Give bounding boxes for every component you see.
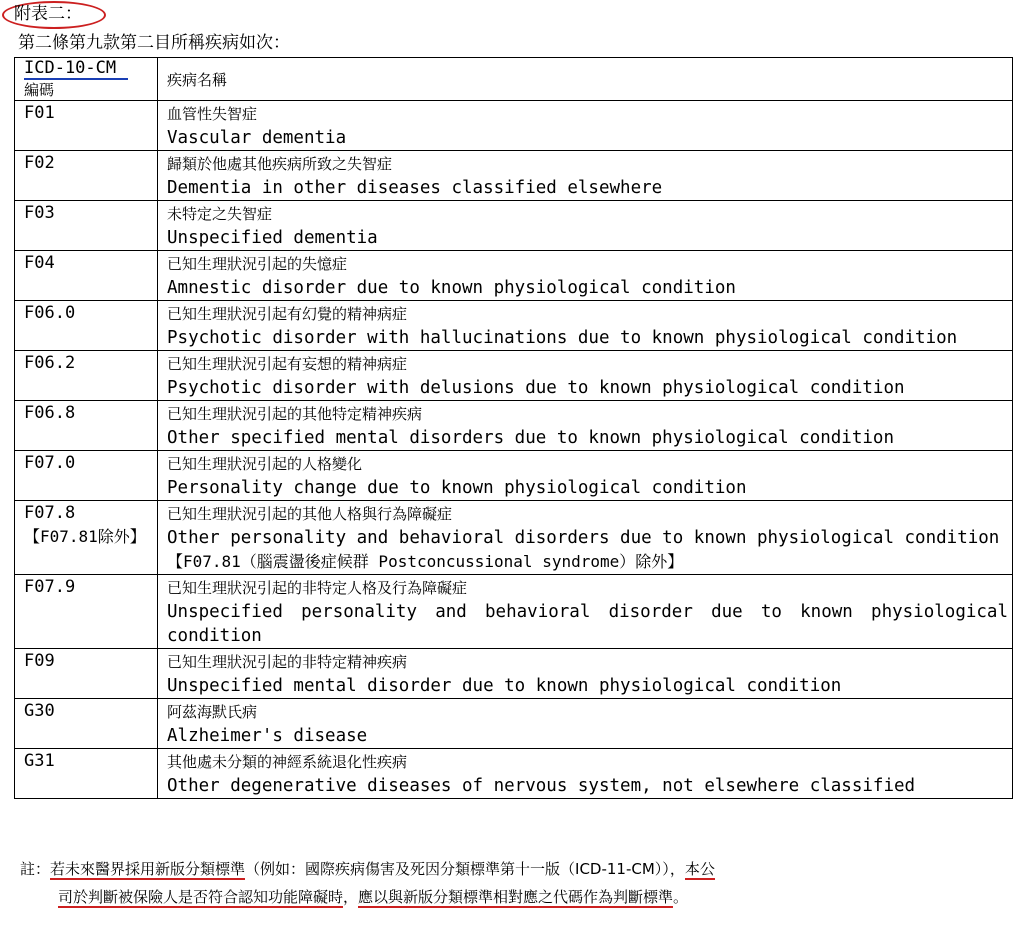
- disease-name-en: Personality change due to known physiological condition: [167, 478, 747, 498]
- disease-name-zh: 未特定之失智症: [167, 205, 273, 223]
- note-line-2: [20, 883, 1016, 911]
- disease-name-zh: 阿茲海默氏病: [167, 703, 258, 721]
- code-cell: [15, 749, 158, 799]
- header-code-cell: [15, 58, 158, 101]
- table-row: [15, 749, 1013, 799]
- table-body: [15, 101, 1013, 799]
- header-name-cell: [158, 58, 1013, 101]
- name-cell: [158, 699, 1013, 749]
- disease-name-en: Unspecified personality and behavioral disorder due to known physiological condition: [167, 602, 1008, 646]
- table-row: [15, 451, 1013, 501]
- code-cell: [15, 401, 158, 451]
- disease-name-zh: 已知生理狀況引起的其他特定精神疾病: [167, 405, 423, 423]
- header-code: ICD-10-CM: [24, 59, 128, 80]
- table-row: [15, 251, 1013, 301]
- code-cell: [15, 151, 158, 201]
- name-cell: [158, 151, 1013, 201]
- disease-name-en: Alzheimer's disease: [167, 726, 368, 746]
- table-row: [15, 101, 1013, 151]
- disease-table: [14, 57, 1013, 799]
- icd-code: F06.2: [24, 353, 76, 373]
- table-row: [15, 351, 1013, 401]
- table-row: [15, 575, 1013, 649]
- note-underlined-1: 若未來醫界採用新版分類標準: [50, 860, 246, 878]
- disease-name-zh: 已知生理狀況引起有幻覺的精神病症: [167, 305, 408, 323]
- code-cell: [15, 201, 158, 251]
- name-cell: [158, 575, 1013, 649]
- table-row: [15, 501, 1013, 575]
- intro-text: 第二條第九款第二目所稱疾病如次：: [18, 33, 290, 53]
- disease-name-zh: 已知生理狀況引起有妄想的精神病症: [167, 355, 408, 373]
- disease-name-en: Other personality and behavioral disorders due to known physiological condition: [167, 528, 1000, 548]
- footnote: [20, 855, 1016, 911]
- disease-name-en: Other degenerative diseases of nervous system, not elsewhere classified: [167, 776, 916, 796]
- name-cell: [158, 301, 1013, 351]
- table-row: [15, 301, 1013, 351]
- icd-code: F07.9: [24, 577, 76, 597]
- disease-name-en: Amnestic disorder due to known physiological condition: [167, 278, 736, 298]
- note-text-3: ，: [669, 860, 685, 878]
- code-cell: [15, 699, 158, 749]
- code-cell: [15, 301, 158, 351]
- note-underlined-3: 司於判斷被保險人是否符合認知功能障礙時: [58, 888, 344, 906]
- disease-name-zh: 其他處未分類的神經系統退化性疾病: [167, 753, 408, 771]
- note-underlined-2: 本公: [684, 860, 715, 878]
- icd-code: G30: [24, 701, 55, 721]
- header-code-sub: 編碼: [24, 81, 55, 99]
- appendix-label: 附表二：: [14, 4, 82, 24]
- icd-code: F07.8: [24, 503, 76, 523]
- name-cell: [158, 201, 1013, 251]
- note-underlined-4: 應以與新版分類標準相對應之代碼作為判斷標準: [358, 888, 674, 906]
- name-cell: [158, 401, 1013, 451]
- name-cell: [158, 351, 1013, 401]
- table-header-row: [15, 58, 1013, 101]
- disease-name-en: Dementia in other diseases classified elsewhere: [167, 178, 663, 198]
- table-row: [15, 401, 1013, 451]
- name-cell: [158, 101, 1013, 151]
- disease-name-zh: 已知生理狀況引起的非特定精神疾病: [167, 653, 408, 671]
- header-name: 疾病名稱: [167, 70, 228, 89]
- code-cell: [15, 575, 158, 649]
- code-cell: [15, 451, 158, 501]
- disease-name-zh: 已知生理狀況引起的人格變化: [167, 455, 363, 473]
- name-cell: [158, 251, 1013, 301]
- code-cell: [15, 251, 158, 301]
- table-row: [15, 649, 1013, 699]
- icd-code-exclusion: 【F07.81除外】: [24, 527, 146, 546]
- icd-code: F06.0: [24, 303, 76, 323]
- name-cell: [158, 501, 1013, 575]
- disease-name-zh: 血管性失智症: [167, 105, 258, 123]
- disease-table-container: [14, 57, 1012, 799]
- name-cell: [158, 451, 1013, 501]
- icd-code: F07.0: [24, 453, 76, 473]
- icd-code: F06.8: [24, 403, 76, 423]
- code-cell: [15, 501, 158, 575]
- note-text-2: （例如：國際疾病傷害及死因分類標準第十一版（ICD-11-CM））: [245, 860, 670, 878]
- icd-code: F01: [24, 103, 55, 123]
- disease-name-en: Unspecified dementia: [167, 228, 378, 248]
- disease-name-zh: 已知生理狀況引起的非特定人格及行為障礙症: [167, 579, 468, 597]
- disease-name-zh: 歸類於他處其他疾病所致之失智症: [167, 155, 393, 173]
- table-row: [15, 201, 1013, 251]
- code-cell: [15, 351, 158, 401]
- name-cell: [158, 749, 1013, 799]
- table-row: [15, 151, 1013, 201]
- note-prefix: 註：: [20, 860, 51, 878]
- table-row: [15, 699, 1013, 749]
- note-text-6: ，: [343, 888, 359, 906]
- name-cell: [158, 649, 1013, 699]
- icd-code: F02: [24, 153, 55, 173]
- icd-code: F03: [24, 203, 55, 223]
- code-cell: [15, 649, 158, 699]
- disease-name-en: Unspecified mental disorder due to known physiological condition: [167, 676, 842, 696]
- icd-code: G31: [24, 751, 55, 771]
- disease-name-en: Psychotic disorder with delusions due to known physiological condition: [167, 378, 905, 398]
- code-cell: [15, 101, 158, 151]
- disease-exclusion: 【F07.81（腦震盪後症候群 Postconcussional syndrome）除外】: [167, 552, 684, 571]
- note-text-8: 。: [673, 888, 689, 906]
- disease-name-zh: 已知生理狀況引起的失憶症: [167, 255, 348, 273]
- disease-name-en: Other specified mental disorders due to known physiological condition: [167, 428, 894, 448]
- icd-code: F09: [24, 651, 55, 671]
- disease-name-zh: 已知生理狀況引起的其他人格與行為障礙症: [167, 505, 453, 523]
- icd-code: F04: [24, 253, 55, 273]
- disease-name-en: Vascular dementia: [167, 128, 347, 148]
- disease-name-en: Psychotic disorder with hallucinations due to known physiological condition: [167, 328, 958, 348]
